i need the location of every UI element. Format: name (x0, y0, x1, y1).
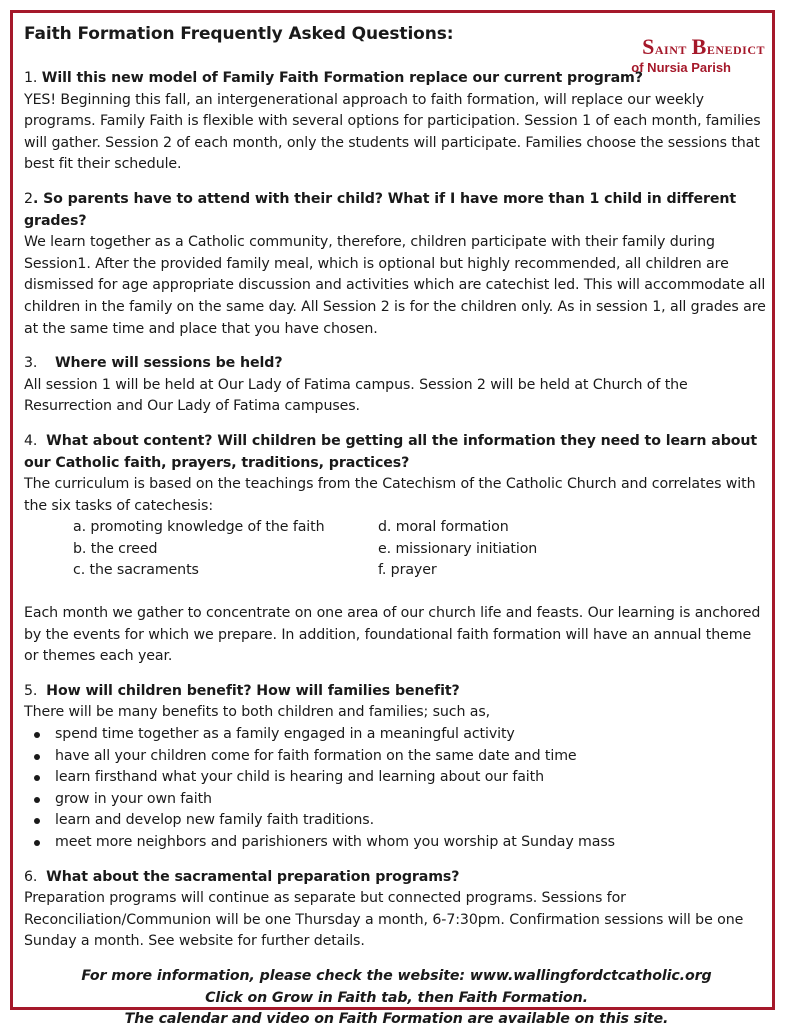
faq-answer: The curriculum is based on the teachings from the Catechism of the Catholic Church and correlates with the six tasks of catechesis: (24, 476, 756, 514)
list-item: learn and develop new family faith traditions. (55, 810, 769, 832)
faq-answer: YES! Beginning this fall, an intergenerational approach to faith formation, will replace our weekly programs. Family Faith is flexible with several options for participation. Session 1 of each month, families will gather. Session 2 of each month, only the students will participate. Families choose the sessions that best fit their schedule. (24, 91, 761, 173)
task-item: d. moral formation (378, 519, 509, 536)
faq-question: 5. How will children benefit? How will families benefit? (24, 682, 460, 699)
faq-item-6 (24, 867, 769, 953)
list-item: grow in your own faith (55, 789, 769, 811)
benefits-list (24, 724, 769, 854)
task-item: a. promoting knowledge of the faith (73, 519, 325, 536)
footer-line-calendar: The calendar and video on Faith Formation are available on this site. (124, 1011, 669, 1028)
faq-question: 4. What about content? Will children be getting all the information they need to learn about our Catholic faith, prayers, traditions, practices? (24, 432, 758, 471)
task-item: b. the creed (73, 540, 158, 557)
list-item: spend time together as a family engaged in a meaningful activity (55, 724, 769, 746)
footer-line-website: For more information, please check the website: www.wallingfordctcatholic.org (81, 967, 712, 984)
faq-item-4 (24, 431, 769, 668)
faq-answer: All session 1 will be held at Our Lady of Fatima campus. Session 2 will be held at Church of the Resurrection and Our Lady of Fatima campuses. (24, 376, 688, 415)
faq-item-5 (24, 681, 769, 854)
task-item: e. missionary initiation (378, 540, 538, 557)
page-title: Faith Formation Frequently Asked Questions: (24, 24, 454, 44)
faq-item-3 (24, 353, 769, 418)
faq-answer: Preparation programs will continue as separate but connected programs. Sessions for Reconciliation/Communion will be one Thursday a month, 6-7:30pm. Confirmation sessions will be one Sunday a month. See website for further details. (24, 890, 744, 950)
faq-item-2 (24, 189, 769, 340)
logo-title: Saint Benedict (642, 34, 765, 59)
faq-answer: We learn together as a Catholic community, therefore, children participate with their family during Session1. After the provided family meal, which is optional but highly recommended, all children are dismissed for age appropriate discussion and activities which are catechist led. This will accommodate all children in the family on the same day. All Session 2 is for the children only. As in session 1, all grades are at the same time and place that you have chosen. (24, 234, 766, 337)
faq-question: 6. What about the sacramental preparation programs? (24, 868, 460, 885)
faq-question: 3. Where will sessions be held? (24, 355, 283, 372)
faq-question: 1. Will this new model of Family Faith Formation replace our current program? (24, 70, 643, 86)
faq-item-1 (24, 68, 769, 176)
list-item: have all your children come for faith formation on the same date and time (55, 746, 769, 768)
task-item: f. prayer (378, 562, 437, 579)
task-item: c. the sacraments (73, 562, 199, 579)
faq-document (24, 22, 769, 1031)
faq-question: 2. So parents have to attend with their child? What if I have more than 1 child in different grades? (24, 190, 737, 229)
list-item: learn firsthand what your child is hearing and learning about our faith (55, 767, 769, 789)
logo-subtitle: of Nursia Parish (631, 60, 731, 75)
faq-answer: There will be many benefits to both children and families; such as, (24, 704, 491, 721)
footer-info (24, 966, 769, 1031)
faq-answer-closing: Each month we gather to concentrate on one area of our church life and feasts. Our learning is anchored by the events for which we prepare. In addition, foundational faith formation will have an annual theme or themes each year. (24, 605, 761, 665)
catechesis-tasks (73, 517, 769, 582)
footer-line-tab: Click on Grow in Faith tab, then Faith Formation. (205, 989, 588, 1006)
list-item: meet more neighbors and parishioners with whom you worship at Sunday mass (55, 832, 769, 854)
